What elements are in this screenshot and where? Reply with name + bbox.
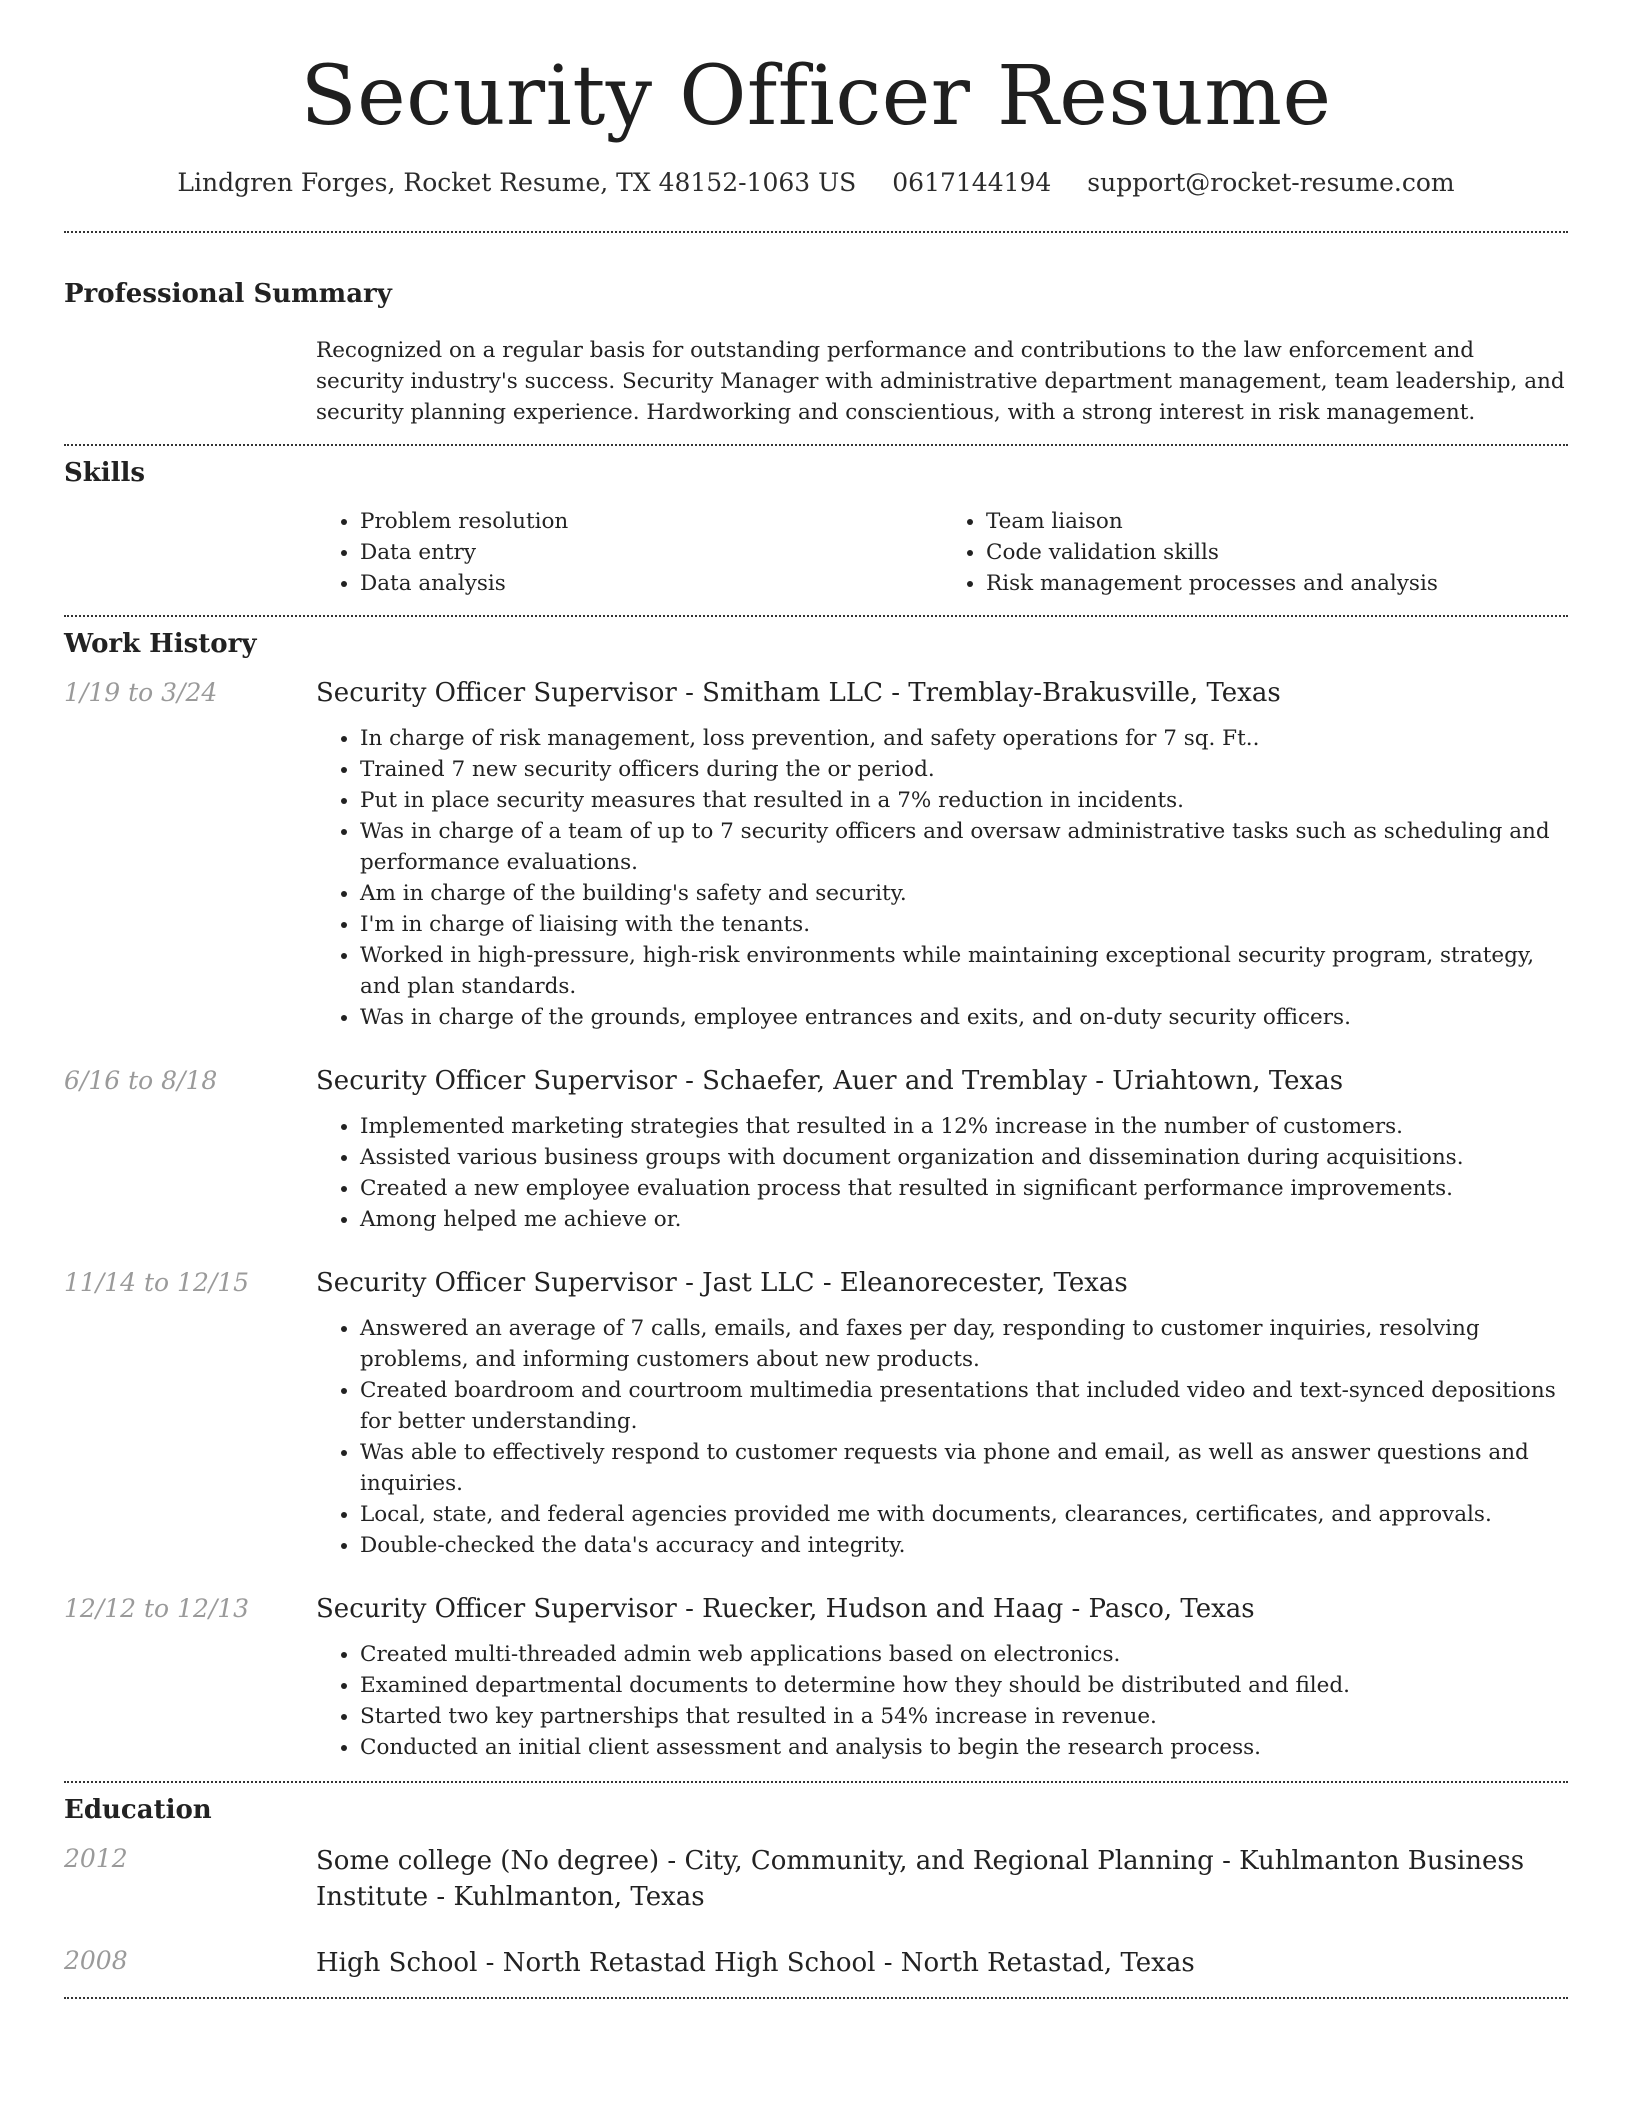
skill-item: • Data entry <box>360 537 942 568</box>
job-bullet: • Conducted an initial client assessment and analysis to begin the research process. <box>360 1732 1568 1763</box>
skill-item: • Code validation skills <box>986 537 1568 568</box>
job-bullets <box>316 1639 1568 1763</box>
job-bullet: • Was in charge of the grounds, employee entrances and exits, and on-duty security officers. <box>360 1002 1568 1033</box>
job-bullet: • Double-checked the data's accuracy and integrity. <box>360 1530 1568 1561</box>
job-bullet: • Trained 7 new security officers during the or period. <box>360 754 1568 785</box>
job-bullet: • Am in charge of the building's safety and security. <box>360 878 1568 909</box>
job-title: Security Officer Supervisor - Ruecker, Hudson and Haag - Pasco, Texas <box>316 1594 1255 1625</box>
job-bullet: • Local, state, and federal agencies provided me with documents, clearances, certificates, and approvals. <box>360 1499 1568 1530</box>
job-date: 6/16 to 8/18 <box>64 1066 218 1096</box>
job-bullet: • Created a new employee evaluation process that resulted in significant performance improvements. <box>360 1173 1568 1204</box>
skills-column-2 <box>942 506 1568 599</box>
summary-section <box>64 233 1568 444</box>
skills-section <box>64 446 1568 615</box>
job-bullet: • Created multi-threaded admin web applications based on electronics. <box>360 1639 1568 1670</box>
job-bullet: • In charge of risk management, loss prevention, and safety operations for 7 sq. Ft.. <box>360 723 1568 754</box>
job-bullet: • Among helped me achieve or. <box>360 1204 1568 1235</box>
job-date: 12/12 to 12/13 <box>64 1594 250 1624</box>
job-bullet: • Answered an average of 7 calls, emails, and faxes per day, responding to customer inquiries, resolving problems, and informing customers about new products. <box>360 1313 1568 1375</box>
section-title-education: Education <box>64 1795 212 1826</box>
education-title: High School - North Retastad High School - North Retastad, Texas <box>316 1948 1195 1979</box>
education-entry <box>64 1843 1568 1915</box>
job-bullet: • Started two key partnerships that resulted in a 54% increase in revenue. <box>360 1701 1568 1732</box>
job-bullet: • Implemented marketing strategies that resulted in a 12% increase in the number of customers. <box>360 1111 1568 1142</box>
education-year: 2012 <box>64 1844 128 1874</box>
job-bullet: • Worked in high-pressure, high-risk environments while maintaining exceptional security program, strategy, and plan standards. <box>360 940 1568 1002</box>
contact-phone: 0617144194 <box>892 168 1052 198</box>
job-bullet: • Was in charge of a team of up to 7 security officers and oversaw administrative tasks such as scheduling and performance evaluations. <box>360 816 1568 878</box>
job-entry <box>64 1267 1568 1561</box>
job-entry <box>64 1593 1568 1763</box>
job-bullets <box>316 1111 1568 1235</box>
education-year: 2008 <box>64 1946 128 1976</box>
job-bullet: • Put in place security measures that resulted in a 7% reduction in incidents. <box>360 785 1568 816</box>
section-title-skills: Skills <box>64 458 146 489</box>
summary-text: Recognized on a regular basis for outstanding performance and contributions to the law enforcement and security industry's success. Security Manager with administrative department management, team leadership, and security planning experience. Hardworking and conscientious, with a strong interest in risk management. <box>316 338 1565 426</box>
job-date: 11/14 to 12/15 <box>64 1268 250 1298</box>
section-title-summary: Professional Summary <box>64 279 392 310</box>
job-bullets <box>316 1313 1568 1561</box>
job-title: Security Officer Supervisor - Schaefer, Auer and Tremblay - Uriahtown, Texas <box>316 1066 1344 1097</box>
job-bullet: • Was able to effectively respond to customer requests via phone and email, as well as answer questions and inquiries. <box>360 1437 1568 1499</box>
education-section <box>64 1783 1568 1981</box>
job-date: 1/19 to 3/24 <box>64 678 218 708</box>
job-bullet: • I'm in charge of liaising with the tenants. <box>360 909 1568 940</box>
resume-header <box>64 0 1568 197</box>
contact-line <box>64 168 1568 197</box>
job-title: Security Officer Supervisor - Jast LLC - Eleanorecester, Texas <box>316 1268 1128 1299</box>
job-bullet: • Examined departmental documents to determine how they should be distributed and filed. <box>360 1670 1568 1701</box>
job-bullets <box>316 723 1568 1033</box>
contact-email[interactable]: support@rocket-resume.com <box>1087 168 1455 198</box>
divider <box>64 1997 1568 1999</box>
job-bullet: • Created boardroom and courtroom multimedia presentations that included video and text-synced depositions for better understanding. <box>360 1375 1568 1437</box>
job-entry <box>64 677 1568 1033</box>
contact-address: Lindgren Forges, Rocket Resume, TX 48152-1063 US <box>177 168 857 198</box>
education-title: Some college (No degree) - City, Community, and Regional Planning - Kuhlmanton Business Institute - Kuhlmanton, Texas <box>316 1846 1525 1913</box>
job-entry <box>64 1065 1568 1235</box>
skill-item: • Team liaison <box>986 506 1568 537</box>
work-history-section <box>64 617 1568 1763</box>
section-title-work-history: Work History <box>64 629 257 660</box>
skill-item: • Risk management processes and analysis <box>986 568 1568 599</box>
education-entry <box>64 1945 1568 1981</box>
job-bullet: • Assisted various business groups with document organization and dissemination during acquisitions. <box>360 1142 1568 1173</box>
skill-item: • Problem resolution <box>360 506 942 537</box>
skills-column-1 <box>316 506 942 599</box>
skill-item: • Data analysis <box>360 568 942 599</box>
job-title: Security Officer Supervisor - Smitham LLC - Tremblay-Brakusville, Texas <box>316 678 1281 709</box>
resume-title: Security Officer Resume <box>300 49 1332 144</box>
